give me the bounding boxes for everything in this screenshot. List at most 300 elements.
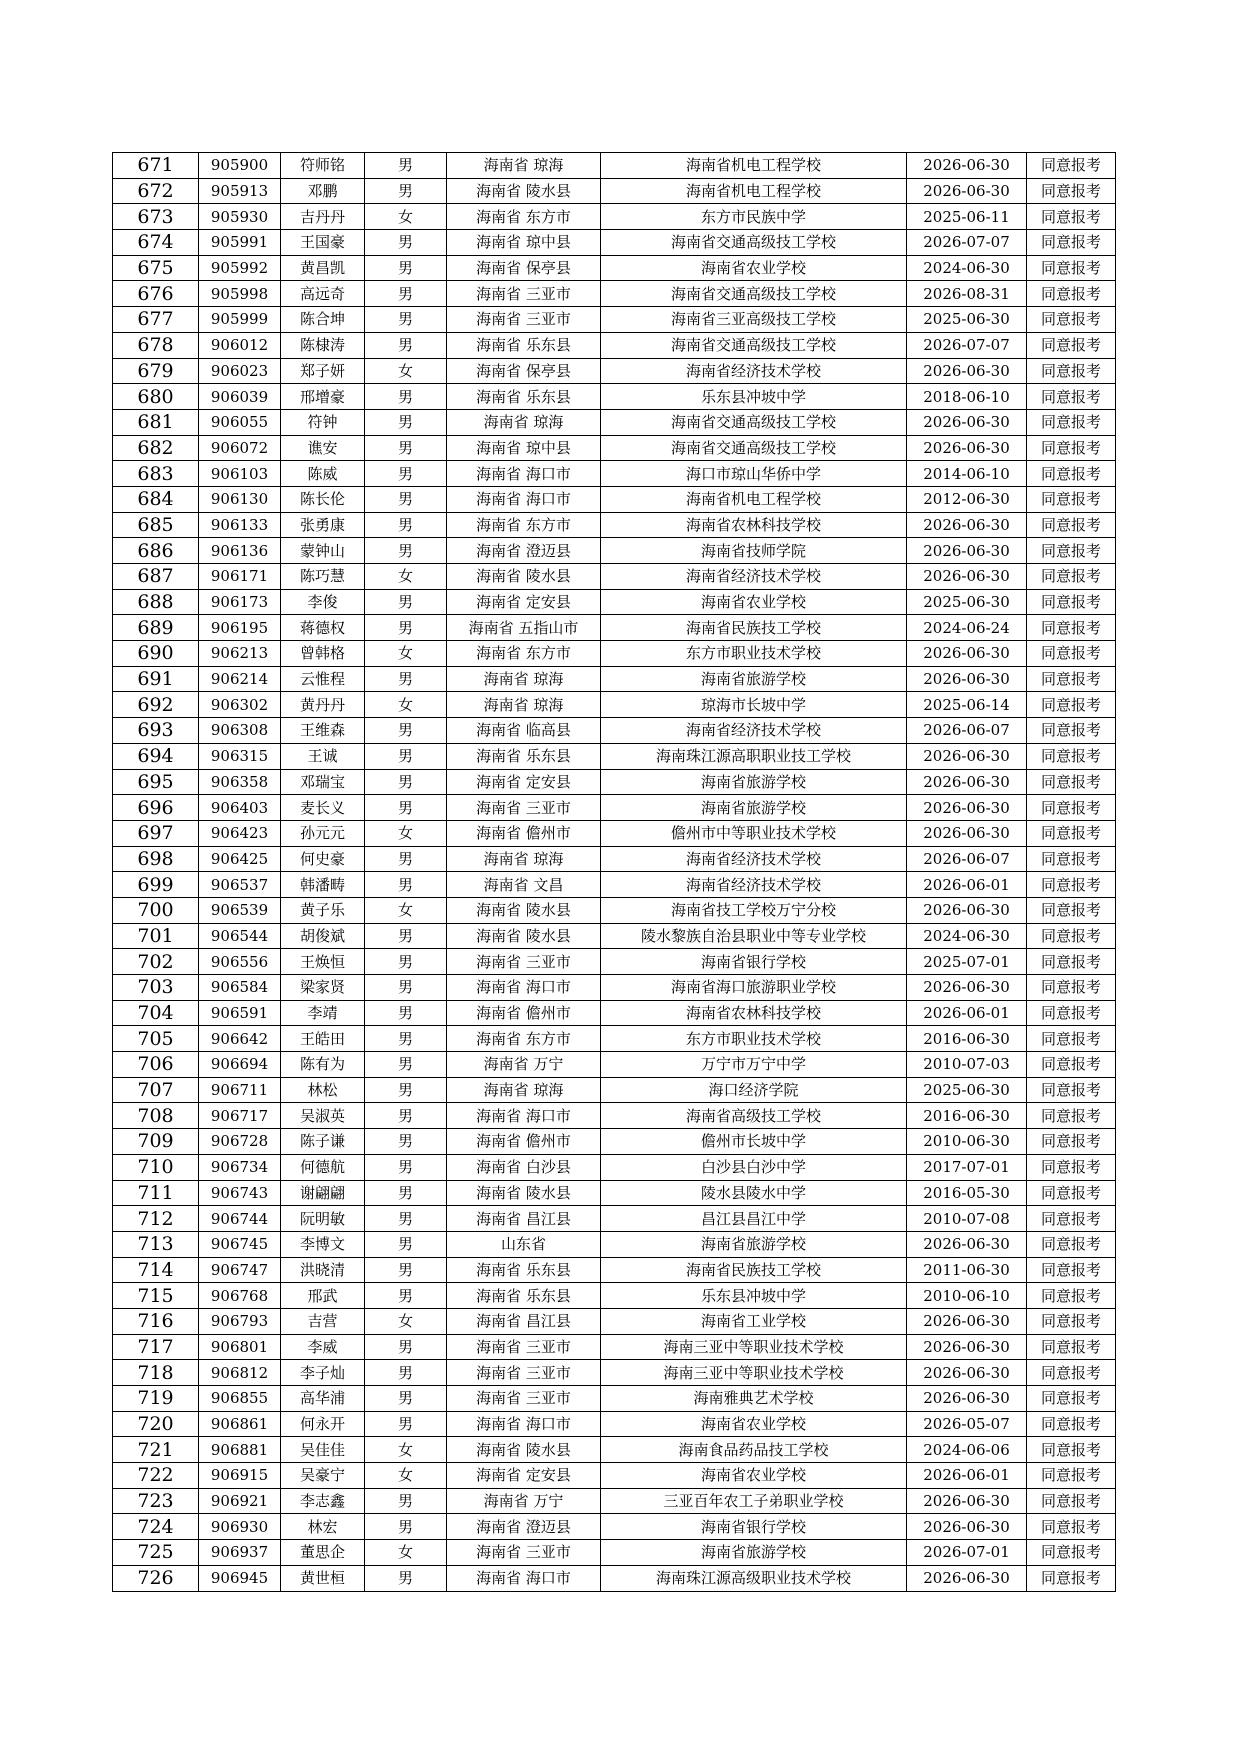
table-row: [113, 1565, 1116, 1591]
exam-id-cell: 905930: [199, 204, 281, 230]
gender-cell: 男: [365, 281, 447, 307]
graduation-date-cell: 2026-06-30: [907, 538, 1027, 564]
school-name-cell: 白沙县白沙中学: [601, 1154, 907, 1180]
gender-cell: 男: [365, 1180, 447, 1206]
exam-id-cell: 906315: [199, 743, 281, 769]
hometown-cell: 海南省 万宁: [447, 1052, 601, 1078]
exam-id-cell: 906039: [199, 384, 281, 410]
school-name-cell: 海南食品药品技工学校: [601, 1437, 907, 1463]
row-number-cell: 716: [113, 1308, 199, 1334]
status-cell: 同意报考: [1027, 1000, 1116, 1026]
exam-id-cell: 906642: [199, 1026, 281, 1052]
gender-cell: 男: [365, 1488, 447, 1514]
gender-cell: 男: [365, 743, 447, 769]
graduation-date-cell: 2025-06-30: [907, 307, 1027, 333]
graduation-date-cell: 2026-08-31: [907, 281, 1027, 307]
row-number-cell: 677: [113, 307, 199, 333]
gender-cell: 男: [365, 409, 447, 435]
table-row: [113, 1026, 1116, 1052]
student-name-cell: 高远奇: [281, 281, 365, 307]
student-name-cell: 麦长义: [281, 795, 365, 821]
graduation-date-cell: 2026-06-30: [907, 409, 1027, 435]
graduation-date-cell: 2026-06-30: [907, 795, 1027, 821]
exam-id-cell: 906358: [199, 769, 281, 795]
status-cell: 同意报考: [1027, 1129, 1116, 1155]
hometown-cell: 海南省 五指山市: [447, 615, 601, 641]
hometown-cell: 山东省: [447, 1231, 601, 1257]
table-row: [113, 615, 1116, 641]
hometown-cell: 海南省 白沙县: [447, 1154, 601, 1180]
exam-id-cell: 906302: [199, 692, 281, 718]
row-number-cell: 691: [113, 666, 199, 692]
hometown-cell: 海南省 海口市: [447, 975, 601, 1001]
hometown-cell: 海南省 海口市: [447, 461, 601, 487]
row-number-cell: 718: [113, 1360, 199, 1386]
table-row: [113, 435, 1116, 461]
student-name-cell: 李志鑫: [281, 1488, 365, 1514]
student-name-cell: 邢增豪: [281, 384, 365, 410]
school-name-cell: 海南省高级技工学校: [601, 1103, 907, 1129]
status-cell: 同意报考: [1027, 538, 1116, 564]
gender-cell: 女: [365, 1463, 447, 1489]
table-row: [113, 718, 1116, 744]
row-number-cell: 715: [113, 1283, 199, 1309]
school-name-cell: 海南省经济技术学校: [601, 872, 907, 898]
gender-cell: 男: [365, 949, 447, 975]
status-cell: 同意报考: [1027, 512, 1116, 538]
gender-cell: 男: [365, 923, 447, 949]
graduation-date-cell: 2026-06-30: [907, 769, 1027, 795]
hometown-cell: 海南省 琼海: [447, 153, 601, 179]
hometown-cell: 海南省 三亚市: [447, 1360, 601, 1386]
school-name-cell: 海南省交通高级技工学校: [601, 435, 907, 461]
status-cell: 同意报考: [1027, 332, 1116, 358]
graduation-date-cell: 2026-06-30: [907, 1308, 1027, 1334]
hometown-cell: 海南省 定安县: [447, 589, 601, 615]
status-cell: 同意报考: [1027, 820, 1116, 846]
exam-id-cell: 906425: [199, 846, 281, 872]
graduation-date-cell: 2026-06-30: [907, 666, 1027, 692]
gender-cell: 男: [365, 1077, 447, 1103]
student-name-cell: 郑子妍: [281, 358, 365, 384]
status-cell: 同意报考: [1027, 1231, 1116, 1257]
exam-id-cell: 906937: [199, 1540, 281, 1566]
gender-cell: 男: [365, 1514, 447, 1540]
hometown-cell: 海南省 昌江县: [447, 1308, 601, 1334]
row-number-cell: 694: [113, 743, 199, 769]
gender-cell: 男: [365, 153, 447, 179]
graduation-date-cell: 2026-06-30: [907, 897, 1027, 923]
status-cell: 同意报考: [1027, 178, 1116, 204]
row-number-cell: 712: [113, 1206, 199, 1232]
graduation-date-cell: 2026-06-30: [907, 564, 1027, 590]
status-cell: 同意报考: [1027, 1437, 1116, 1463]
hometown-cell: 海南省 三亚市: [447, 795, 601, 821]
graduation-date-cell: 2026-06-30: [907, 1565, 1027, 1591]
exam-id-cell: 906023: [199, 358, 281, 384]
student-name-cell: 陈有为: [281, 1052, 365, 1078]
status-cell: 同意报考: [1027, 1488, 1116, 1514]
graduation-date-cell: 2026-06-07: [907, 846, 1027, 872]
exam-id-cell: 906213: [199, 641, 281, 667]
row-number-cell: 673: [113, 204, 199, 230]
row-number-cell: 724: [113, 1514, 199, 1540]
hometown-cell: 海南省 东方市: [447, 641, 601, 667]
school-name-cell: 陵水黎族自治县职业中等专业学校: [601, 923, 907, 949]
status-cell: 同意报考: [1027, 307, 1116, 333]
student-name-cell: 阮明敏: [281, 1206, 365, 1232]
table-row: [113, 1360, 1116, 1386]
table-row: [113, 1231, 1116, 1257]
exam-id-cell: 905900: [199, 153, 281, 179]
exam-id-cell: 906556: [199, 949, 281, 975]
row-number-cell: 720: [113, 1411, 199, 1437]
hometown-cell: 海南省 儋州市: [447, 820, 601, 846]
student-name-cell: 何永开: [281, 1411, 365, 1437]
graduation-date-cell: 2024-06-24: [907, 615, 1027, 641]
table-row: [113, 1463, 1116, 1489]
gender-cell: 男: [365, 1411, 447, 1437]
hometown-cell: 海南省 澄迈县: [447, 1514, 601, 1540]
exam-id-cell: 906768: [199, 1283, 281, 1309]
table-row: [113, 1052, 1116, 1078]
row-number-cell: 707: [113, 1077, 199, 1103]
hometown-cell: 海南省 澄迈县: [447, 538, 601, 564]
gender-cell: 男: [365, 435, 447, 461]
gender-cell: 男: [365, 589, 447, 615]
table-row: [113, 1180, 1116, 1206]
status-cell: 同意报考: [1027, 743, 1116, 769]
table-row: [113, 512, 1116, 538]
student-name-cell: 陈子谦: [281, 1129, 365, 1155]
graduation-date-cell: 2024-06-30: [907, 255, 1027, 281]
table-row: [113, 1437, 1116, 1463]
gender-cell: 男: [365, 1206, 447, 1232]
row-number-cell: 690: [113, 641, 199, 667]
graduation-date-cell: 2026-06-30: [907, 1514, 1027, 1540]
status-cell: 同意报考: [1027, 461, 1116, 487]
school-name-cell: 东方市职业技术学校: [601, 641, 907, 667]
school-name-cell: 海口市琼山华侨中学: [601, 461, 907, 487]
table-row: [113, 641, 1116, 667]
row-number-cell: 676: [113, 281, 199, 307]
school-name-cell: 海南省农业学校: [601, 1411, 907, 1437]
table-row: [113, 1154, 1116, 1180]
student-name-cell: 符钟: [281, 409, 365, 435]
school-name-cell: 万宁市万宁中学: [601, 1052, 907, 1078]
student-name-cell: 孙元元: [281, 820, 365, 846]
gender-cell: 男: [365, 538, 447, 564]
status-cell: 同意报考: [1027, 769, 1116, 795]
gender-cell: 女: [365, 897, 447, 923]
student-name-cell: 陈合坤: [281, 307, 365, 333]
gender-cell: 男: [365, 1257, 447, 1283]
gender-cell: 男: [365, 872, 447, 898]
exam-id-cell: 906130: [199, 486, 281, 512]
graduation-date-cell: 2010-06-10: [907, 1283, 1027, 1309]
hometown-cell: 海南省 三亚市: [447, 1334, 601, 1360]
table-row: [113, 769, 1116, 795]
gender-cell: 女: [365, 204, 447, 230]
school-name-cell: 海南省交通高级技工学校: [601, 230, 907, 256]
row-number-cell: 680: [113, 384, 199, 410]
row-number-cell: 679: [113, 358, 199, 384]
gender-cell: 男: [365, 975, 447, 1001]
exam-id-cell: 906537: [199, 872, 281, 898]
hometown-cell: 海南省 临高县: [447, 718, 601, 744]
row-number-cell: 674: [113, 230, 199, 256]
exam-id-cell: 906544: [199, 923, 281, 949]
hometown-cell: 海南省 定安县: [447, 1463, 601, 1489]
row-number-cell: 671: [113, 153, 199, 179]
table-row: [113, 255, 1116, 281]
graduation-date-cell: 2026-06-30: [907, 975, 1027, 1001]
student-name-cell: 张勇康: [281, 512, 365, 538]
row-number-cell: 710: [113, 1154, 199, 1180]
table-row: [113, 178, 1116, 204]
school-name-cell: 东方市民族中学: [601, 204, 907, 230]
gender-cell: 男: [365, 1000, 447, 1026]
table-row: [113, 1103, 1116, 1129]
table-row: [113, 666, 1116, 692]
row-number-cell: 711: [113, 1180, 199, 1206]
hometown-cell: 海南省 保亭县: [447, 255, 601, 281]
status-cell: 同意报考: [1027, 358, 1116, 384]
hometown-cell: 海南省 东方市: [447, 512, 601, 538]
graduation-date-cell: 2026-06-30: [907, 743, 1027, 769]
student-name-cell: 邓鹏: [281, 178, 365, 204]
graduation-date-cell: 2026-06-01: [907, 1463, 1027, 1489]
graduation-date-cell: 2025-06-30: [907, 1077, 1027, 1103]
hometown-cell: 海南省 定安县: [447, 769, 601, 795]
gender-cell: 男: [365, 1231, 447, 1257]
student-name-cell: 王诚: [281, 743, 365, 769]
table-row: [113, 975, 1116, 1001]
row-number-cell: 678: [113, 332, 199, 358]
exam-id-cell: 906103: [199, 461, 281, 487]
student-name-cell: 梁家贤: [281, 975, 365, 1001]
gender-cell: 男: [365, 1334, 447, 1360]
student-name-cell: 林宏: [281, 1514, 365, 1540]
table-row: [113, 1540, 1116, 1566]
student-name-cell: 谯安: [281, 435, 365, 461]
row-number-cell: 704: [113, 1000, 199, 1026]
school-name-cell: 海南珠江源高级职业技术学校: [601, 1565, 907, 1591]
status-cell: 同意报考: [1027, 1052, 1116, 1078]
row-number-cell: 702: [113, 949, 199, 975]
hometown-cell: 海南省 陵水县: [447, 897, 601, 923]
row-number-cell: 695: [113, 769, 199, 795]
table-row: [113, 358, 1116, 384]
school-name-cell: 海南省经济技术学校: [601, 564, 907, 590]
hometown-cell: 海南省 儋州市: [447, 1000, 601, 1026]
row-number-cell: 687: [113, 564, 199, 590]
graduation-date-cell: 2026-06-30: [907, 1231, 1027, 1257]
student-name-cell: 韩潘畴: [281, 872, 365, 898]
graduation-date-cell: 2016-06-30: [907, 1026, 1027, 1052]
hometown-cell: 海南省 三亚市: [447, 307, 601, 333]
exam-id-cell: 905992: [199, 255, 281, 281]
exam-id-cell: 906945: [199, 1565, 281, 1591]
exam-id-cell: 906930: [199, 1514, 281, 1540]
status-cell: 同意报考: [1027, 949, 1116, 975]
table-row: [113, 461, 1116, 487]
hometown-cell: 海南省 海口市: [447, 1565, 601, 1591]
exam-id-cell: 906403: [199, 795, 281, 821]
row-number-cell: 692: [113, 692, 199, 718]
student-name-cell: 吴淑英: [281, 1103, 365, 1129]
graduation-date-cell: 2026-06-30: [907, 178, 1027, 204]
status-cell: 同意报考: [1027, 897, 1116, 923]
table-row: [113, 743, 1116, 769]
status-cell: 同意报考: [1027, 1180, 1116, 1206]
status-cell: 同意报考: [1027, 564, 1116, 590]
exam-id-cell: 906012: [199, 332, 281, 358]
exam-id-cell: 906133: [199, 512, 281, 538]
student-name-cell: 陈巧慧: [281, 564, 365, 590]
hometown-cell: 海南省 乐东县: [447, 1283, 601, 1309]
graduation-date-cell: 2016-06-30: [907, 1103, 1027, 1129]
exam-id-cell: 906793: [199, 1308, 281, 1334]
school-name-cell: 海南省经济技术学校: [601, 846, 907, 872]
gender-cell: 男: [365, 486, 447, 512]
school-name-cell: 海南省技师学院: [601, 538, 907, 564]
student-name-cell: 高华浦: [281, 1386, 365, 1412]
exam-id-cell: 906855: [199, 1386, 281, 1412]
gender-cell: 男: [365, 666, 447, 692]
row-number-cell: 706: [113, 1052, 199, 1078]
student-name-cell: 吴佳佳: [281, 1437, 365, 1463]
gender-cell: 男: [365, 307, 447, 333]
student-name-cell: 符师铭: [281, 153, 365, 179]
hometown-cell: 海南省 琼海: [447, 666, 601, 692]
table-body: [113, 153, 1116, 1592]
exam-id-cell: 906734: [199, 1154, 281, 1180]
exam-id-cell: 906711: [199, 1077, 281, 1103]
school-name-cell: 儋州市中等职业技术学校: [601, 820, 907, 846]
school-name-cell: 海南省技工学校万宁分校: [601, 897, 907, 923]
hometown-cell: 海南省 陵水县: [447, 178, 601, 204]
student-name-cell: 邓瑞宝: [281, 769, 365, 795]
hometown-cell: 海南省 乐东县: [447, 384, 601, 410]
table-row: [113, 1411, 1116, 1437]
school-name-cell: 东方市职业技术学校: [601, 1026, 907, 1052]
table-row: [113, 1000, 1116, 1026]
school-name-cell: 海南省机电工程学校: [601, 178, 907, 204]
gender-cell: 女: [365, 1437, 447, 1463]
row-number-cell: 705: [113, 1026, 199, 1052]
school-name-cell: 三亚百年农工子弟职业学校: [601, 1488, 907, 1514]
graduation-date-cell: 2025-07-01: [907, 949, 1027, 975]
exam-id-cell: 906584: [199, 975, 281, 1001]
row-number-cell: 721: [113, 1437, 199, 1463]
student-name-cell: 王皓田: [281, 1026, 365, 1052]
table-row: [113, 949, 1116, 975]
exam-id-cell: 906747: [199, 1257, 281, 1283]
school-name-cell: 海口经济学院: [601, 1077, 907, 1103]
hometown-cell: 海南省 儋州市: [447, 1129, 601, 1155]
status-cell: 同意报考: [1027, 872, 1116, 898]
status-cell: 同意报考: [1027, 1077, 1116, 1103]
hometown-cell: 海南省 东方市: [447, 1026, 601, 1052]
gender-cell: 女: [365, 358, 447, 384]
gender-cell: 男: [365, 769, 447, 795]
exam-id-cell: 905991: [199, 230, 281, 256]
school-name-cell: 海南省机电工程学校: [601, 486, 907, 512]
graduation-date-cell: 2026-06-07: [907, 718, 1027, 744]
school-name-cell: 海南省工业学校: [601, 1308, 907, 1334]
hometown-cell: 海南省 海口市: [447, 1103, 601, 1129]
hometown-cell: 海南省 保亭县: [447, 358, 601, 384]
gender-cell: 男: [365, 1026, 447, 1052]
gender-cell: 男: [365, 1154, 447, 1180]
graduation-date-cell: 2026-06-30: [907, 1360, 1027, 1386]
gender-cell: 男: [365, 1283, 447, 1309]
table-row: [113, 384, 1116, 410]
row-number-cell: 717: [113, 1334, 199, 1360]
row-number-cell: 698: [113, 846, 199, 872]
graduation-date-cell: 2025-06-11: [907, 204, 1027, 230]
gender-cell: 男: [365, 1386, 447, 1412]
student-name-cell: 云惟程: [281, 666, 365, 692]
graduation-date-cell: 2016-05-30: [907, 1180, 1027, 1206]
school-name-cell: 海南省海口旅游职业学校: [601, 975, 907, 1001]
table-row: [113, 307, 1116, 333]
row-number-cell: 700: [113, 897, 199, 923]
table-row: [113, 897, 1116, 923]
exam-id-cell: 906728: [199, 1129, 281, 1155]
student-name-cell: 李靖: [281, 1000, 365, 1026]
school-name-cell: 海南省农业学校: [601, 589, 907, 615]
school-name-cell: 海南省交通高级技工学校: [601, 281, 907, 307]
table-row: [113, 692, 1116, 718]
gender-cell: 男: [365, 1103, 447, 1129]
hometown-cell: 海南省 陵水县: [447, 1437, 601, 1463]
student-name-cell: 陈长伦: [281, 486, 365, 512]
graduation-date-cell: 2026-06-30: [907, 1386, 1027, 1412]
school-name-cell: 海南省民族技工学校: [601, 615, 907, 641]
student-name-cell: 曾韩格: [281, 641, 365, 667]
gender-cell: 女: [365, 692, 447, 718]
hometown-cell: 海南省 昌江县: [447, 1206, 601, 1232]
graduation-date-cell: 2026-06-30: [907, 1334, 1027, 1360]
exam-id-cell: 906861: [199, 1411, 281, 1437]
status-cell: 同意报考: [1027, 1334, 1116, 1360]
table-row: [113, 1308, 1116, 1334]
table-row: [113, 846, 1116, 872]
hometown-cell: 海南省 海口市: [447, 486, 601, 512]
exam-id-cell: 906743: [199, 1180, 281, 1206]
graduation-date-cell: 2026-06-30: [907, 153, 1027, 179]
table-row: [113, 564, 1116, 590]
school-name-cell: 海南省农林科技学校: [601, 1000, 907, 1026]
row-number-cell: 682: [113, 435, 199, 461]
exam-id-cell: 906801: [199, 1334, 281, 1360]
status-cell: 同意报考: [1027, 1514, 1116, 1540]
table-row: [113, 153, 1116, 179]
school-name-cell: 海南省机电工程学校: [601, 153, 907, 179]
status-cell: 同意报考: [1027, 692, 1116, 718]
student-name-cell: 王国豪: [281, 230, 365, 256]
status-cell: 同意报考: [1027, 204, 1116, 230]
status-cell: 同意报考: [1027, 718, 1116, 744]
student-name-cell: 邢武: [281, 1283, 365, 1309]
gender-cell: 男: [365, 178, 447, 204]
status-cell: 同意报考: [1027, 435, 1116, 461]
row-number-cell: 719: [113, 1386, 199, 1412]
graduation-date-cell: 2024-06-30: [907, 923, 1027, 949]
row-number-cell: 683: [113, 461, 199, 487]
